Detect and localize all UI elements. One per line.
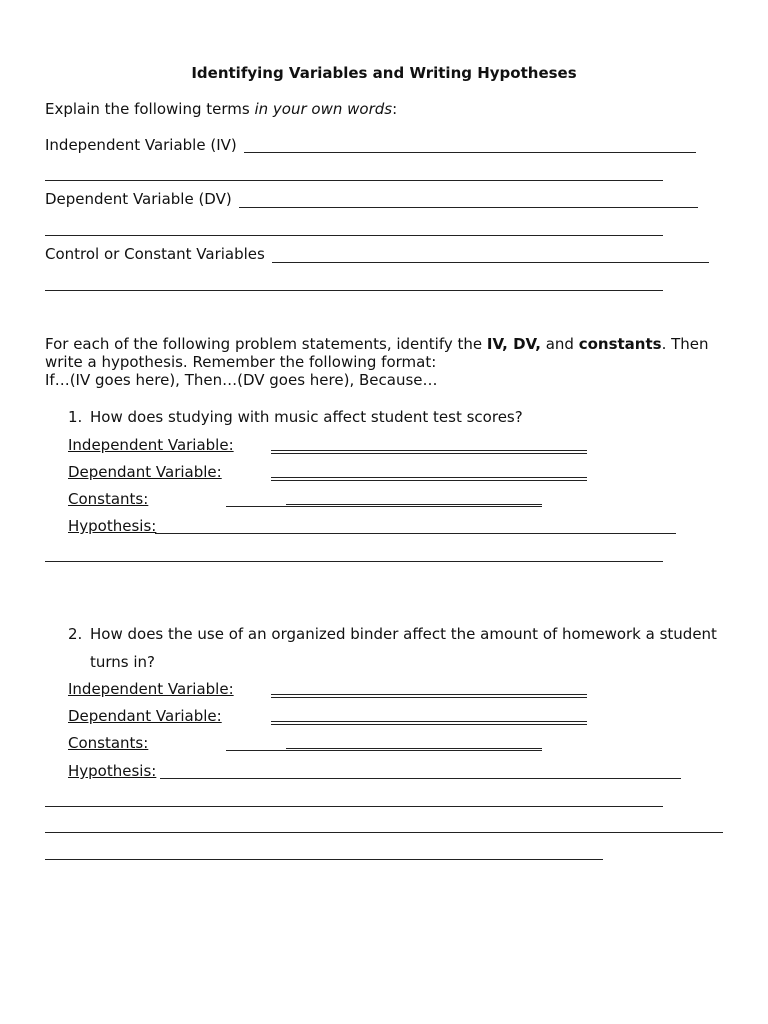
q1-hypothesis-label: Hypothesis: [68,517,157,535]
question-1-text: How does studying with music affect student test scores? [90,408,523,426]
q2-hypothesis-answer-line-2[interactable] [45,806,663,807]
term-dv-answer-line-2[interactable] [45,235,663,236]
term-dv-answer-line[interactable] [239,207,698,208]
q1-iv-label: Independent Variable: [68,436,234,454]
q2-constants-label: Constants: [68,734,149,752]
q2-hypothesis-answer-line-4[interactable] [45,859,603,860]
term-iv-answer-line[interactable] [244,152,696,153]
term-dv-label: Dependent Variable (DV) [45,190,232,208]
q2-iv-answer-line-b [271,697,587,698]
page-title: Identifying Variables and Writing Hypotheses [191,64,577,82]
q2-dv-label: Dependant Variable: [68,707,222,725]
intro-text: Explain the following terms in your own words: [45,100,398,118]
q1-constants-label: Constants: [68,490,149,508]
instructions-line-1: For each of the following problem statements, identify the IV, DV, and constants. Then [45,335,709,353]
q2-iv-answer-line[interactable] [271,694,587,695]
term-iv-answer-line-2[interactable] [45,180,663,181]
q1-dv-answer-line-b [271,480,587,481]
question-2-text-line-2: turns in? [90,653,156,671]
instructions-line-2: write a hypothesis. Remember the following format: [45,353,437,371]
q2-dv-answer-line[interactable] [271,721,587,722]
q1-iv-answer-line-b [271,453,587,454]
q1-constants-answer-line[interactable] [226,506,542,507]
q1-hypothesis-answer-line-2[interactable] [45,561,663,562]
q1-hypothesis-answer-line[interactable] [155,533,676,534]
term-constants-label: Control or Constant Variables [45,245,265,263]
question-2-number: 2. [68,625,83,643]
q1-iv-answer-line[interactable] [271,450,587,451]
term-constants-answer-line[interactable] [272,262,709,263]
q2-dv-answer-line-b [271,724,587,725]
q2-hypothesis-answer-line-3[interactable] [45,832,723,833]
question-2-text-line-1: How does the use of an organized binder affect the amount of homework a student [90,625,717,643]
q2-iv-label: Independent Variable: [68,680,234,698]
term-constants-answer-line-2[interactable] [45,290,663,291]
instructions-line-3: If…(IV goes here), Then…(DV goes here), Because… [45,371,438,389]
q2-constants-answer-line-b [286,748,542,749]
term-iv-label: Independent Variable (IV) [45,136,237,154]
q1-dv-answer-line[interactable] [271,477,587,478]
q1-constants-answer-line-b [286,504,542,505]
q1-dv-label: Dependant Variable: [68,463,222,481]
q2-constants-answer-line[interactable] [226,750,542,751]
q2-hypothesis-label: Hypothesis: [68,762,157,780]
question-1-number: 1. [68,408,83,426]
q2-hypothesis-answer-line[interactable] [160,778,681,779]
